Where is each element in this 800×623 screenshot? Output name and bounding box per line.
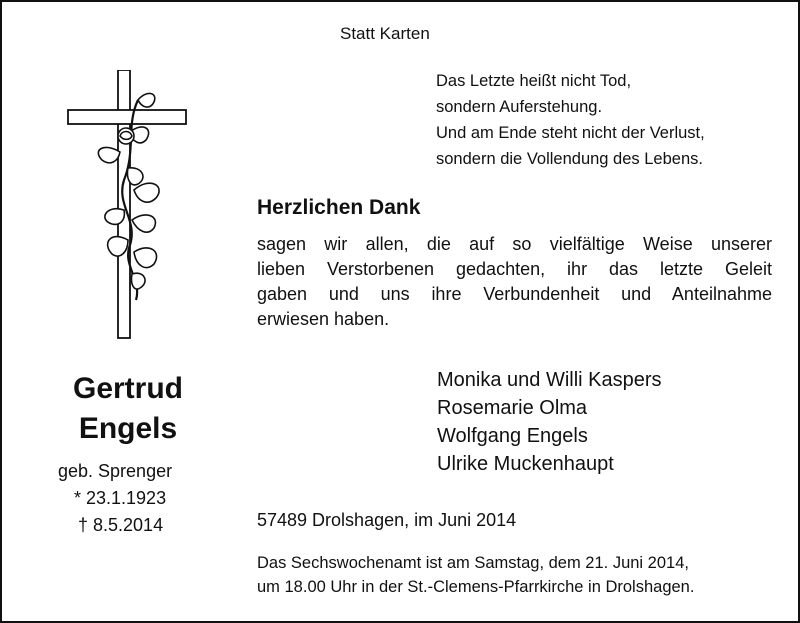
thanks-heading: Herzlichen Dank bbox=[257, 196, 421, 219]
motto-line: sondern Auferstehung. bbox=[436, 98, 603, 116]
thanks-line: erwiesen haben. bbox=[257, 309, 390, 329]
signer-name: Wolfgang Engels bbox=[437, 425, 588, 447]
cross-with-rose-vine-icon bbox=[50, 70, 200, 345]
deceased-last-name: Engels bbox=[78, 412, 178, 445]
death-date: † 8.5.2014 bbox=[78, 515, 164, 535]
birth-date: * 23.1.1923 bbox=[74, 488, 167, 508]
place-date: 57489 Drolshagen, im Juni 2014 bbox=[257, 510, 517, 530]
mass-notice bbox=[257, 551, 694, 599]
motto-line: Das Letzte heißt nicht Tod, bbox=[436, 72, 632, 90]
notice-line: Das Sechswochenamt ist am Samstag, dem 21. Juni 2014, bbox=[257, 554, 689, 572]
signer-name: Rosemarie Olma bbox=[437, 397, 588, 419]
motto-quote bbox=[436, 68, 705, 172]
thanks-line: sagen wir allen, die auf so vielfältige Weise unserer bbox=[257, 234, 772, 254]
deceased-first-name: Gertrud bbox=[72, 372, 183, 405]
notice-line: um 18.00 Uhr in der St.-Clemens-Pfarrkirche in Drolshagen. bbox=[257, 578, 695, 596]
signer-name: Ulrike Muckenhaupt bbox=[437, 453, 614, 475]
header-statt-karten: Statt Karten bbox=[340, 24, 430, 43]
signer-name: Monika und Willi Kaspers bbox=[437, 369, 662, 391]
thanks-line: lieben Verstorbenen gedachten, ihr das letzte Geleit bbox=[257, 259, 772, 279]
thanks-line: gaben und uns ihre Verbundenheit und Anteilnahme bbox=[257, 284, 772, 304]
motto-line: sondern die Vollendung des Lebens. bbox=[436, 150, 703, 168]
deceased-life-dates bbox=[58, 458, 172, 539]
thanks-text bbox=[257, 232, 772, 332]
birth-name: geb. Sprenger bbox=[58, 461, 173, 481]
signers-list bbox=[437, 366, 662, 478]
motto-line: Und am Ende steht nicht der Verlust, bbox=[436, 124, 705, 142]
